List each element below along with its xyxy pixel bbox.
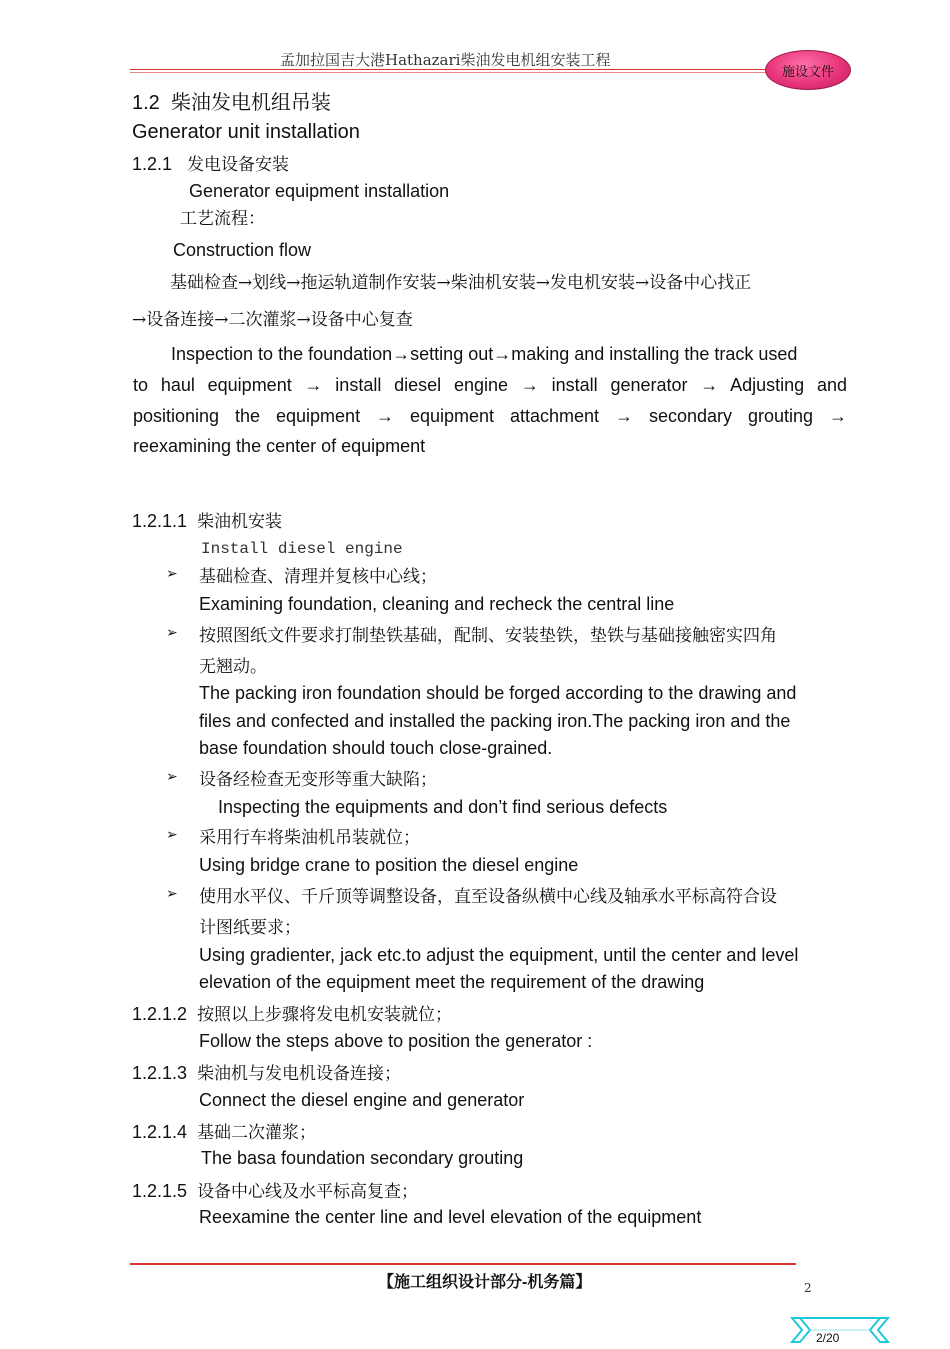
flow-label-en: Construction flow xyxy=(173,240,312,260)
subsection-121-title-cn: 发电设备安装 xyxy=(187,155,290,175)
section-number: 1.2 xyxy=(132,92,160,114)
page-number: 2 xyxy=(804,1281,812,1295)
document-badge xyxy=(765,50,851,90)
bullet-5-en-line-1: Using gradienter, jack etc.to adjust the equipment, until the center and level xyxy=(199,945,799,965)
subsection-121-number: 1.2.1 xyxy=(132,154,173,174)
step-1213-heading xyxy=(132,1059,401,1084)
step-number: 1.2.1.5 xyxy=(132,1181,188,1201)
step-title-en: Follow the steps above to position the generator : xyxy=(199,1031,593,1051)
pager-ribbon-icon xyxy=(790,1316,890,1344)
footer-section-label: 【施工组织设计部分-机务篇】 xyxy=(378,1274,592,1291)
header-rule-bottom xyxy=(130,72,770,73)
footer-rule xyxy=(130,1263,796,1265)
step-number: 1.2.1.3 xyxy=(132,1063,188,1083)
subsection-1211-title-en: Install diesel engine xyxy=(201,540,403,558)
section-heading xyxy=(132,86,331,115)
document-badge-label: 施设文件 xyxy=(781,63,834,79)
flow-en-line-1: Inspection to the foundation→setting out→making and installing the track used xyxy=(171,344,798,364)
bullet-4-en: Using bridge crane to position the diesel engine xyxy=(199,855,579,875)
bullet-1-cn: 基础检查、清理并复核中心线； xyxy=(199,567,437,587)
bullet-1-en: Examining foundation, cleaning and recheck the central line xyxy=(199,594,675,614)
step-title-en: Reexamine the center line and level elevation of the equipment xyxy=(199,1207,702,1227)
bullet-arrow-icon: ➢ xyxy=(166,768,178,784)
step-title-en: Connect the diesel engine and generator xyxy=(199,1090,525,1110)
step-number: 1.2.1.4 xyxy=(132,1122,188,1142)
flow-cn-line-1: 基础检查→划线→拖运轨道制作安装→柴油机安装→发电机安装→设备中心找正 xyxy=(170,273,752,293)
subsection-1211-heading xyxy=(132,507,282,532)
step-number: 1.2.1.2 xyxy=(132,1004,188,1024)
bullet-2-en-line-1: The packing iron foundation should be forged according to the drawing and xyxy=(199,683,797,703)
section-title-cn: 柴油发电机组吊装 xyxy=(170,90,331,114)
bullet-2-en-line-2: files and confected and installed the packing iron.The packing iron and the xyxy=(199,711,791,731)
step-1212-heading xyxy=(132,1000,452,1025)
step-1215-heading xyxy=(132,1177,418,1202)
flow-en-line-3: positioning the equipment → equipment attachment → secondary grouting → xyxy=(133,406,847,426)
subsection-121-heading xyxy=(132,150,289,175)
header-rule-top xyxy=(130,69,770,70)
bullet-arrow-icon: ➢ xyxy=(166,624,178,640)
flow-en-line-4: reexamining the center of equipment xyxy=(133,436,426,456)
bullet-5-cn-line-2: 计图纸要求； xyxy=(199,918,301,938)
step-title-cn: 基础二次灌浆； xyxy=(197,1123,317,1143)
bullet-arrow-icon: ➢ xyxy=(166,826,178,842)
pager-label: 2/20 xyxy=(816,1331,840,1345)
step-title-cn: 按照以上步骤将发电机安装就位； xyxy=(197,1005,453,1025)
bullet-arrow-icon: ➢ xyxy=(166,565,178,581)
bullet-5-cn-line-1: 使用水平仪、千斤顶等调整设备，直至设备纵横中心线及轴承水平标高符合设 xyxy=(199,887,777,907)
running-header-title: 孟加拉国吉大港Hathazari柴油发电机组安装工程 xyxy=(280,51,611,69)
bullet-arrow-icon: ➢ xyxy=(166,885,178,901)
bullet-4-cn: 采用行车将柴油机吊装就位； xyxy=(199,828,420,848)
subsection-1211-number: 1.2.1.1 xyxy=(132,511,188,531)
step-title-cn: 柴油机与发电机设备连接； xyxy=(197,1064,402,1084)
bullet-5-en-line-2: elevation of the equipment meet the requirement of the drawing xyxy=(199,972,705,992)
step-title-cn: 设备中心线及水平标高复查； xyxy=(197,1182,419,1202)
bullet-3-en: Inspecting the equipments and don’t find serious defects xyxy=(218,797,668,817)
bullet-2-en-line-3: base foundation should touch close-grained. xyxy=(199,738,553,758)
page-indicator[interactable] xyxy=(790,1316,890,1344)
bullet-3-cn: 设备经检查无变形等重大缺陷； xyxy=(199,770,437,790)
flow-label-cn: 工艺流程： xyxy=(180,209,265,229)
step-title-en: The basa foundation secondary grouting xyxy=(201,1148,524,1168)
bullet-2-cn-line-1: 按照图纸文件要求打制垫铁基础，配制、安装垫铁，垫铁与基础接触密实四角 xyxy=(199,626,777,646)
subsection-121-title-en: Generator equipment installation xyxy=(189,181,450,201)
bullet-2-cn-line-2: 无翘动。 xyxy=(199,657,267,677)
subsection-1211-title-cn: 柴油机安装 xyxy=(197,512,283,532)
flow-en-line-2: to haul equipment → install diesel engine → install generator → Adjusting and xyxy=(133,375,847,395)
flow-cn-line-2: →设备连接→二次灌浆→设备中心复查 xyxy=(132,310,413,330)
step-1214-heading xyxy=(132,1118,316,1143)
section-title-en: Generator unit installation xyxy=(132,121,360,143)
